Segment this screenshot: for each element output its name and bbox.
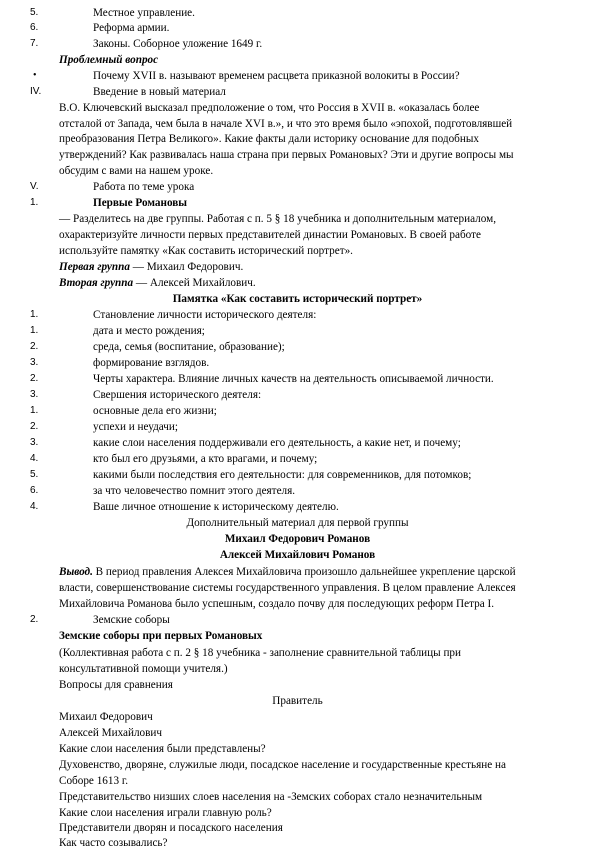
- table-cell: Как часто созывались?: [59, 837, 168, 849]
- table-cell: Соборе 1613 г.: [59, 775, 128, 787]
- paragraph-line: Михайловича Романова было успешным, создало почву для последующих реформ Петра I.: [59, 598, 495, 610]
- list-number: 7.: [30, 38, 39, 49]
- list-item: Реформа армии.: [93, 22, 170, 34]
- list-number: 1.: [30, 197, 39, 208]
- conclusion-line: [59, 565, 516, 579]
- list-item: формирование взглядов.: [93, 357, 210, 369]
- list-number: 2.: [30, 341, 39, 352]
- list-item: Работа по теме урока: [93, 181, 195, 193]
- group-label: Вторая группа: [59, 277, 134, 289]
- list-item: Свершения исторического деятеля:: [93, 389, 262, 401]
- list-number: 3.: [30, 389, 39, 400]
- list-number: 1.: [30, 405, 39, 416]
- table-cell: Какие слои населения были представлены?: [59, 743, 266, 755]
- paragraph-line: отсталой от Запада, чем была в начале XVI в.», и что это время было «эпохой, подготовлявшей: [59, 118, 513, 130]
- subheading: Алексей Михайлович Романов: [219, 549, 376, 561]
- list-number: 2.: [30, 614, 39, 625]
- list-item: Законы. Соборное уложение 1649 г.: [93, 38, 263, 50]
- list-number: 1.: [30, 325, 39, 336]
- list-number: 4.: [30, 453, 39, 464]
- list-item: Черты характера. Влияние личных качеств на деятельность описываемой личности.: [93, 373, 494, 385]
- paragraph-line: обсудим с вами на нашем уроке.: [59, 165, 214, 177]
- list-item: какие слои населения поддерживали его деятельность, а какие нет, и почему;: [93, 437, 461, 449]
- table-cell: Представительство низших слоев населения на -Земских соборах стало незначительным: [59, 791, 483, 803]
- list-number: 6.: [30, 22, 39, 33]
- list-item: кто был его друзьями, а кто врагами, и почему;: [93, 453, 318, 465]
- list-number: 2.: [30, 373, 39, 384]
- section-heading: Земские соборы при первых Романовых: [59, 630, 263, 642]
- list-number: 2.: [30, 421, 39, 432]
- subheading: Дополнительный материал для первой группы: [186, 517, 409, 529]
- list-number: 6.: [30, 485, 39, 496]
- list-number: V.: [30, 181, 39, 192]
- paragraph-line: — Разделитесь на две группы. Работая с п. 5 § 18 учебника и дополнительным материалом,: [59, 213, 496, 225]
- table-cell: Какие слои населения играли главную роль?: [59, 807, 272, 819]
- list-item: какими были последствия его деятельности: для современников, для потомков;: [93, 469, 472, 481]
- paragraph-line: используйте памятку «Как составить исторический портрет».: [59, 245, 353, 257]
- list-item: успехи и неудачи;: [93, 421, 179, 433]
- paragraph-line: Вопросы для сравнения: [59, 679, 173, 691]
- paragraph-line: утверждений? Как развивалась наша страна при первых Романовых? Эти и другие вопросы мы: [59, 149, 514, 161]
- list-item: среда, семья (воспитание, образование);: [93, 341, 285, 353]
- table-cell: Алексей Михайлович: [59, 727, 163, 739]
- section-heading: Первые Романовы: [93, 197, 188, 209]
- table-cell: Представители дворян и посадского населения: [59, 822, 283, 834]
- list-item: Местное управление.: [93, 7, 195, 19]
- list-number: IV.: [30, 86, 42, 97]
- list-item: дата и место рождения;: [93, 325, 205, 337]
- paragraph-line: власти, совершенствование системы государственного управления. В целом правление Алексея: [59, 582, 516, 594]
- group-text: — Алексей Михайлович.: [133, 277, 256, 289]
- paragraph-line: В.О. Ключевский высказал предположение о том, что Россия в XVII в. «оказалась более: [59, 102, 480, 114]
- table-header: Правитель: [272, 695, 323, 707]
- table-cell: Духовенство, дворяне, служилые люди, посадское население и государственные крестьяне на: [59, 759, 506, 771]
- list-number: 1.: [30, 309, 39, 320]
- list-number: 3.: [30, 357, 39, 368]
- subheading: Михаил Федорович Романов: [224, 533, 371, 545]
- conclusion-text: В период правления Алексея Михайловича произошло дальнейшее укрепление царской: [92, 566, 516, 578]
- list-item: Введение в новый материал: [93, 86, 226, 98]
- group-line: [59, 260, 243, 274]
- list-number: 5.: [30, 469, 39, 480]
- list-item: Становление личности исторического деятеля:: [93, 309, 317, 321]
- list-number: 5.: [30, 7, 39, 18]
- group-label: Первая группа: [59, 261, 130, 273]
- section-heading: Проблемный вопрос: [59, 54, 159, 66]
- paragraph-line: консультативной помощи учителя.): [59, 663, 228, 675]
- paragraph-line: преобразования Петра Великого». Какие факты дали историку основание для подобных: [59, 133, 479, 145]
- bullet-icon: •: [33, 70, 37, 81]
- list-item: Почему XVII в. называют временем расцвета приказной волокиты в России?: [93, 70, 460, 82]
- paragraph-line: (Коллективная работа с п. 2 § 18 учебника - заполнение сравнительной таблицы при: [59, 647, 462, 659]
- table-cell: Михаил Федорович: [59, 711, 153, 723]
- list-item: основные дела его жизни;: [93, 405, 217, 417]
- list-number: 4.: [30, 501, 39, 512]
- group-text: — Михаил Федорович.: [129, 261, 244, 273]
- list-item: Ваше личное отношение к историческому деятелю.: [93, 501, 339, 513]
- memo-title: Памятка «Как составить исторический портрет»: [172, 293, 423, 305]
- list-item: Земские соборы: [93, 614, 170, 626]
- group-line: [59, 276, 256, 290]
- conclusion-label: Вывод.: [59, 566, 93, 578]
- list-item: за что человечество помнит этого деятеля.: [93, 485, 296, 497]
- list-number: 3.: [30, 437, 39, 448]
- paragraph-line: охарактеризуйте личности первых представителей династии Романовых. В своей работе: [59, 229, 481, 241]
